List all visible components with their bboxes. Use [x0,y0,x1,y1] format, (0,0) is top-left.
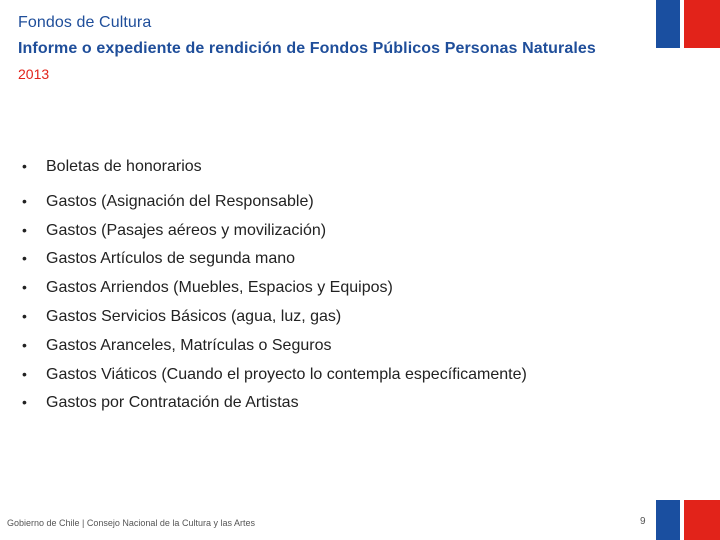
flag-blue-stripe [656,0,680,48]
bullet-icon: • [22,192,27,209]
slide-title: Informe o expediente de rendición de Fondos Públicos Personas Naturales [18,40,596,57]
bullet-item [22,308,527,337]
bullet-icon: • [22,394,27,411]
bullet-item [22,193,527,222]
bullet-list [22,158,527,423]
slide-year: 2013 [18,66,50,82]
bullet-item [22,337,527,366]
bullet-icon: • [22,365,27,382]
bullet-icon: • [22,279,27,296]
bullet-item [22,158,527,187]
flag-red-stripe [684,500,720,540]
bullet-item [22,250,527,279]
flag-stripes-top [656,0,720,48]
bullet-icon: • [22,307,27,324]
bullet-text: Gastos Arriendos (Muebles, Espacios y Equipos) [46,279,393,297]
slide-supertitle: Fondos de Cultura [18,14,152,31]
bullet-text: Gastos (Pasajes aéreos y movilización) [46,221,327,239]
page-number: 9 [640,516,646,527]
bullet-icon: • [22,158,27,174]
footer-text: Gobierno de Chile | Consejo Nacional de la Cultura y las Artes [7,518,255,528]
bullet-item [22,222,527,251]
bullet-icon: • [22,221,27,238]
flag-red-stripe [684,0,720,48]
bullet-text: Gastos (Asignación del Responsable) [46,192,314,210]
bullet-text: Gastos Viáticos (Cuando el proyecto lo contempla específicamente) [46,365,527,383]
bullet-item [22,366,527,395]
bullet-item [22,279,527,308]
flag-blue-stripe [656,500,680,540]
bullet-text: Gastos Artículos de segunda mano [46,250,296,268]
bullet-text: Gastos Aranceles, Matrículas o Seguros [46,336,332,354]
bullet-text: Gastos por Contratación de Artistas [46,394,299,412]
bullet-icon: • [22,336,27,353]
bullet-text: Boletas de honorarios [46,158,202,175]
flag-stripes-bottom [656,500,720,540]
bullet-item [22,394,527,423]
bullet-icon: • [22,250,27,267]
bullet-text: Gastos Servicios Básicos (agua, luz, gas) [46,307,342,325]
